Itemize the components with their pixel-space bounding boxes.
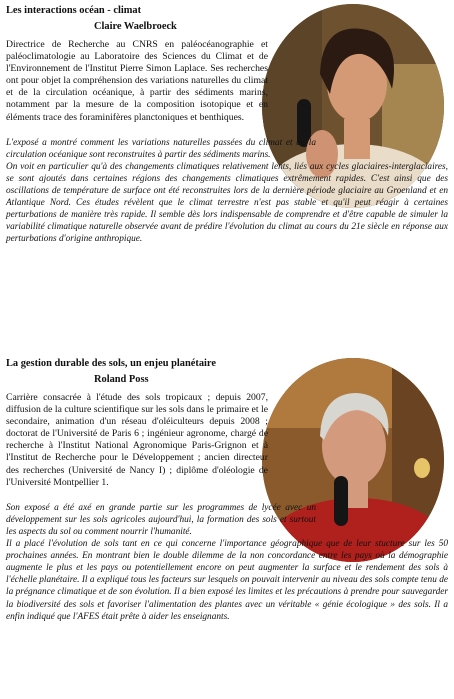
abstract-lead: L'exposé a montré comment les variations naturelles passées du climat et de la circulation océanique sont reconstruites à partir des sédiments marins.: [6, 137, 316, 160]
speaker-name: Claire Waelbroeck: [94, 21, 177, 32]
talk-abstract: [6, 137, 448, 246]
section-heading: Les interactions océan - climat: [6, 5, 142, 16]
talk-abstract: [6, 502, 448, 623]
abstract-rest: Il a placé l'évolution de sols tant en ce qui concerne l'importance géographique que de leur stucture sur les 50 prochaines années. En montrant bien le double dilemme de la non concordance entre les pays où la démographie augmente le plus et les pays ou potentiellement encore on peut augmenter la surface et le rendement des sols à l'échelle planétaire. Il a expliqué tous les facteurs sur lesquels on pouvait intervenir au niveau des sols compte tenu de la prégnance climatique et de son évolution. Il a bien exposé les limites et les précautions à prendre pour sauvegarder la biodiversité des sols et favoriser l'alimentation des plantes avec un véritable « génie écologique » des sols. Il a enfin indiqué que l'AFES était prête à aider les enseignants.: [6, 539, 448, 622]
abstract-lead: Son exposé a été axé en grande partie sur les programmes de lycée avec un développement sur les sols agricoles aujourd'hui, la formation des sols et surtout les aspects du sol ou comment nourrir l'humanité.: [6, 502, 316, 537]
section-ocean-climat: [6, 4, 448, 246]
section-gestion-sols: [6, 357, 448, 623]
speaker-bio: Carrière consacrée à l'étude des sols tropicaux ; depuis 2007, diffusion de la culture scientifique sur les sols dans le primaire et le secondaire, animation d'un réseau d'oléiculteurs depuis 2008 ; doctorat de l'Université de Paris 6 ; ingénieur agronome, chargé de recherche à l'Institut National Agronomique Paris-Grignon et à l'Institut de Recherche pour le Développement ; ancien directeur des recherches (Université de Nancy I) ; diplôme d'oléologie de l'Université Montpellier 1.: [6, 392, 268, 488]
abstract-rest: On voit en particulier qu'à des changements climatiques relativement lents, liés aux cycles glaciaires-interglaciaires, se sont ajoutés dans certaines régions des changements climatiques extrêmement rapides. C'est ainsi que des oscillations de température de surface ont été reconstruites lors de la dernière période glaciaire au Groenland et en Atlantique Nord. Ces études révèlent que le climat terrestre n'est pas stable et qu'il peut réagir à certaines perturbations de manière très rapide. Il semble dès lors indispensable de comprendre et d'être capable de simuler la variabilité climatique naturelle observée avant de prédire l'évolution du climat au cours du 21e siècle en réponse aux perturbations d'origine anthropique.: [6, 161, 448, 245]
section-heading: La gestion durable des sols, un enjeu planétaire: [6, 358, 216, 369]
speaker-name: Roland Poss: [94, 374, 149, 385]
speaker-bio: Directrice de Recherche au CNRS en paléocéanographie et paléoclimatologie au Laboratoire des Sciences du Climat et de l'Environnement de l'Institut Pierre Simon Laplace. Ses recherches ont pour objet la compréhension des variations naturelles du climat et de la circulation océanique, à partir des sédiments marins, notamment par la mesure de la composition isotopique et en éléments trace des foraminifères planctoniques et benthiques.: [6, 39, 268, 123]
